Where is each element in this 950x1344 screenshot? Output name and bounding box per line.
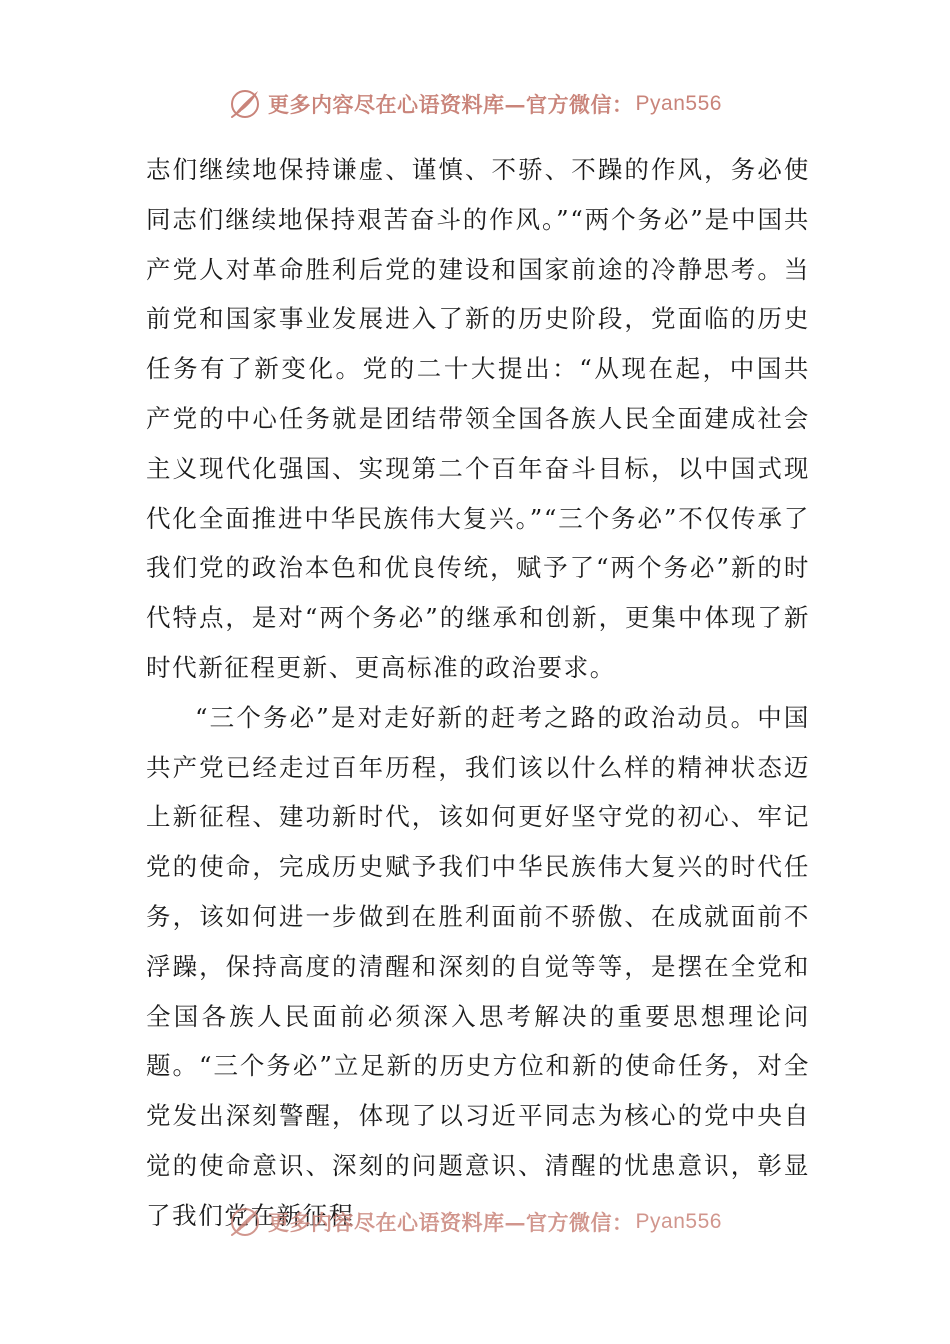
header-watermark <box>0 84 950 124</box>
watermark-text: 更多内容尽在心语资料库—官方微信： <box>268 1210 634 1235</box>
document-body <box>146 145 810 1241</box>
watermark-id: Pyan556 <box>635 92 722 115</box>
watermark-text: 更多内容尽在心语资料库—官方微信： <box>268 92 634 117</box>
quill-pen-circle-icon <box>228 87 262 121</box>
footer-watermark <box>0 1202 950 1242</box>
quill-pen-circle-icon <box>228 1205 262 1239</box>
watermark-id: Pyan556 <box>635 1210 722 1233</box>
paragraph-1: 志们继续地保持谦虚、谨慎、不骄、不躁的作风，务必使同志们继续地保持艰苦奋斗的作风。”“两个务必”是中国共产党人对革命胜利后党的建设和国家前途的冷静思考。当前党和国家事业发展进入了新的历史阶段，党面临的历史任务有了新变化。党的二十大提出：“从现在起，中国共产党的中心任务就是团结带领全国各族人民全面建成社会主义现代化强国、实现第二个百年奋斗目标，以中国式现代化全面推进中华民族伟大复兴。”“三个务必”不仅传承了我们党的政治本色和优良传统，赋予了“两个务必”新的时代特点，是对“两个务必”的继承和创新，更集中体现了新时代新征程更新、更高标准的政治要求。 <box>146 155 810 682</box>
paragraph-2: “三个务必”是对走好新的赶考之路的政治动员。中国共产党已经走过百年历程，我们该以什么样的精神状态迈上新征程、建功新时代，该如何更好坚守党的初心、牢记党的使命，完成历史赋予我们中华民族伟大复兴的时代任务，该如何进一步做到在胜利面前不骄傲、在成就面前不浮躁，保持高度的清醒和深刻的自觉等等，是摆在全党和全国各族人民面前必须深入思考解决的重要思想理论问题。“三个务必”立足新的历史方位和新的使命任务，对全党发出深刻警醒，体现了以习近平同志为核心的党中央自觉的使命意识、深刻的问题意识、清醒的忧患意识，彰显了我们党在新征程 <box>146 702 810 1230</box>
